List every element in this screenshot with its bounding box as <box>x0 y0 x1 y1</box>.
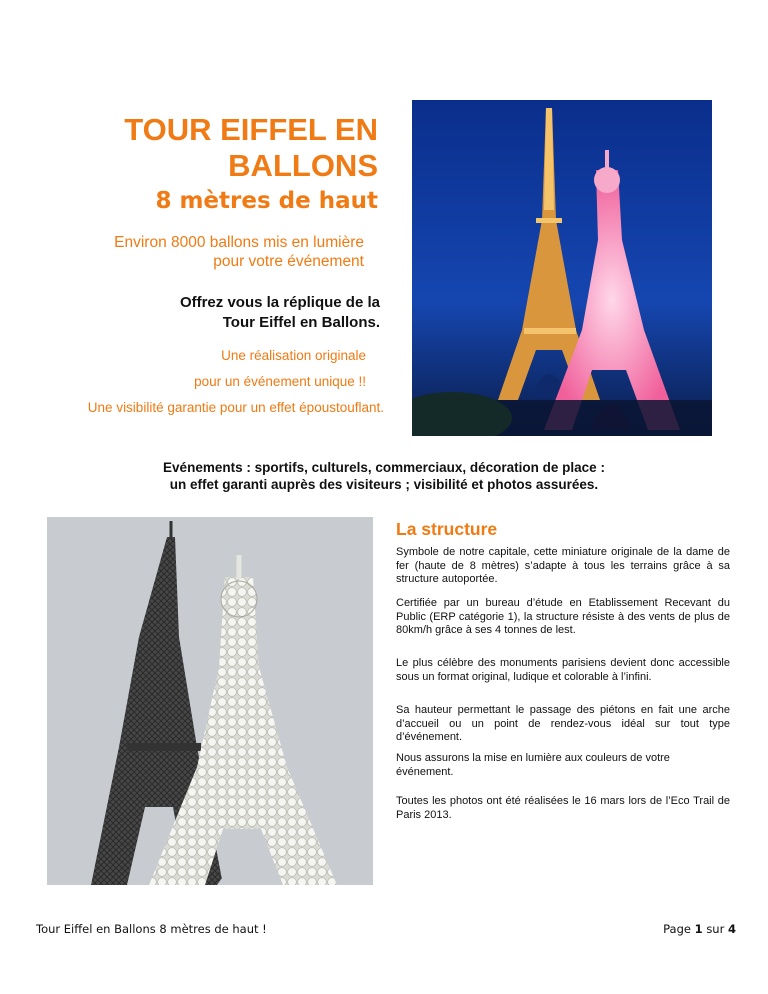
structure-paragraph-1: Symbole de notre capitale, cette miniature originale de la dame de fer (haute de 8 mètres) s’adapte à tous les terrains grâce à sa structure autoportée. <box>396 546 730 585</box>
intro-line-1: Environ 8000 ballons mis en lumière <box>114 234 364 251</box>
events-line-1: Evénements : sportifs, culturels, commerciaux, décoration de place : <box>163 460 605 475</box>
page-current: 1 <box>694 922 703 936</box>
tagline-3: Une visibilité garantie pour un effet époustouflant. <box>87 400 384 415</box>
day-photo <box>47 517 373 885</box>
structure-paragraph-6: Toutes les photos ont été réalisées le 16 mars lors de l’Eco Trail de Paris 2013. <box>396 795 730 821</box>
events-text <box>60 459 708 493</box>
offer-line-1: Offrez vous la réplique de la <box>179 294 380 311</box>
structure-paragraph-4: Sa hauteur permettant le passage des piétons en fait une arche d’accueil ou un point de rendez-vous idéal sur tout type d’événement. <box>396 704 730 743</box>
footer-title: Tour Eiffel en Ballons 8 mètres de haut ! <box>36 922 267 936</box>
structure-paragraph-5: Nous assurons la mise en lumière aux couleurs de votre événement. <box>396 752 670 778</box>
night-photo <box>412 100 712 436</box>
structure-paragraph-3: Le plus célèbre des monuments parisiens devient donc accessible sous un format original, ludique et colorable à l’infini. <box>396 657 730 683</box>
title-line-2: BALLONS <box>228 148 378 183</box>
subtitle: 8 mètres de haut <box>155 188 378 214</box>
title-line-1: TOUR EIFFEL EN <box>124 112 378 147</box>
page-word: Page <box>663 922 691 936</box>
intro-text <box>40 233 364 271</box>
intro-line-2: pour votre événement <box>213 253 364 270</box>
offer-text <box>60 293 380 333</box>
page-of: sur <box>706 922 725 936</box>
offer-line-2: Tour Eiffel en Ballons. <box>222 314 380 331</box>
page-total: 4 <box>727 922 736 936</box>
tagline-2: pour un événement unique !! <box>194 374 366 389</box>
structure-heading: La structure <box>396 519 498 539</box>
tagline-1: Une réalisation originale <box>221 348 366 363</box>
page-number <box>663 922 736 936</box>
events-line-2: un effet garanti auprès des visiteurs ; visibilité et photos assurées. <box>169 477 599 492</box>
structure-paragraph-2: Certifiée par un bureau d’étude en Etablissement Recevant du Public (ERP catégorie 1), la structure résiste à des vents de plus de 80km/h grâce à ses 4 tonnes de lest. <box>396 597 730 636</box>
